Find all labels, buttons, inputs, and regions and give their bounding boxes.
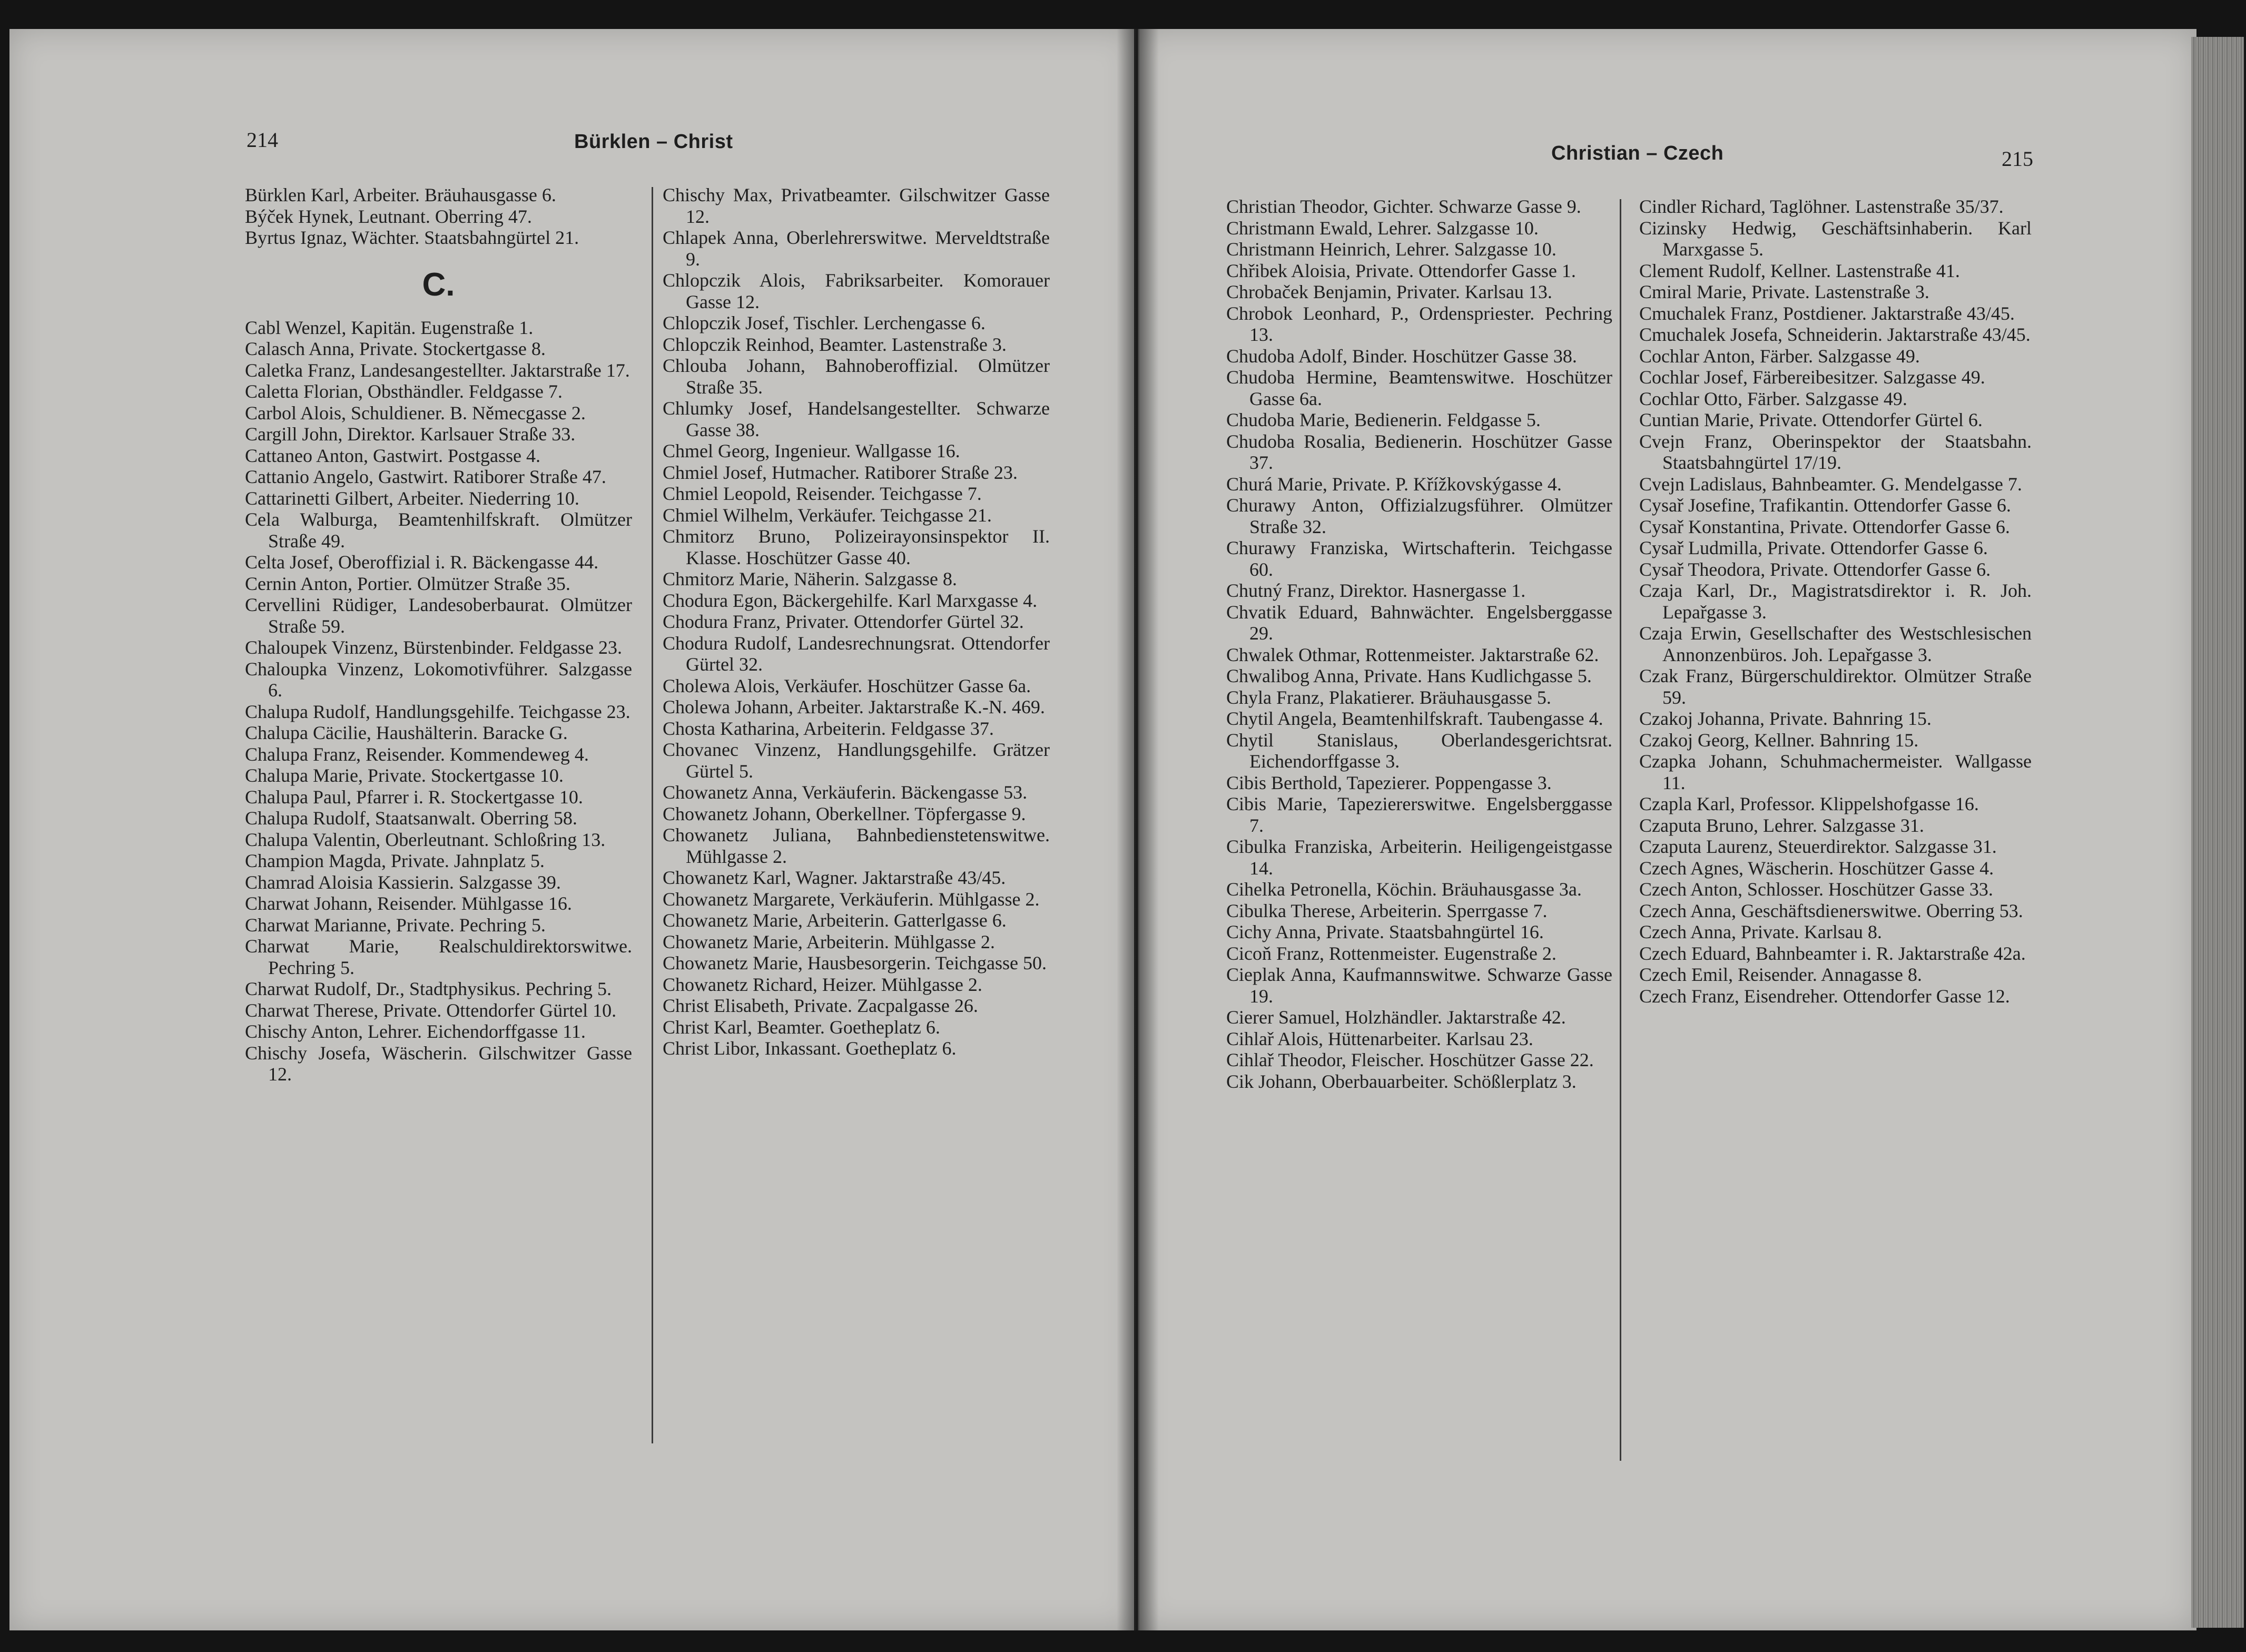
directory-entry: Christ Libor, Inkassant. Goetheplatz 6. [663,1038,957,1059]
directory-entry: Czaja Karl, Dr., Magistratsdirektor i. R. Joh. Lepařgasse 3. [1639,580,2032,623]
directory-entry: Chytil Stanislaus, Oberlandesgerichtsrat. Eichendorffgasse 3. [1226,729,1612,772]
directory-entry: Chudoba Adolf, Binder. Hoschützer Gasse 38. [1226,345,1577,367]
directory-entry: Cik Johann, Oberbauarbeiter. Schößlerplatz 3. [1226,1070,1577,1092]
directory-entry: Calasch Anna, Private. Stockertgasse 8. [245,338,546,359]
directory-entry: Chudoba Hermine, Beamtenswitwe. Hoschützer Gasse 6a. [1226,367,1612,409]
directory-entry: Czech Emil, Reisender. Annagasse 8. [1639,964,1922,985]
directory-entry: Cihelka Petronella, Köchin. Bräuhausgasse 3a. [1226,879,1582,900]
directory-entry: Clement Rudolf, Kellner. Lastenstraße 41. [1639,260,1960,281]
directory-entry: Býček Hynek, Leutnant. Oberring 47. [245,205,532,227]
directory-entry: Caletta Florian, Obsthändler. Feldgasse 7. [245,381,563,402]
directory-entry: Cindler Richard, Taglöhner. Lastenstraße 35/37. [1639,196,2004,217]
left-column-rule [652,187,653,1443]
directory-entry: Chodura Egon, Bäckergehilfe. Karl Marxgasse 4. [663,589,1038,611]
directory-entry: Chvatik Eduard, Bahnwächter. Engelsberggasse 29. [1226,601,1612,644]
directory-entry: Churawy Franziska, Wirtschafterin. Teichgasse 60. [1226,537,1612,580]
directory-entry: Czaja Erwin, Gesellschafter des Westschlesischen Annonzenbüros. Joh. Lepařgasse 3. [1639,623,2032,665]
directory-entry: Chlopczik Reinhod, Beamter. Lastenstraße 3. [663,333,1007,355]
directory-entry: Czech Anton, Schlosser. Hoschützer Gasse 33. [1639,879,1993,900]
directory-entry: Chowanetz Margarete, Verkäuferin. Mühlgasse 2. [663,888,1040,910]
directory-entry: Charwat Marie, Realschuldirektorswitwe. Pechring 5. [245,936,632,978]
directory-entry: Czaputa Laurenz, Steuerdirektor. Salzgasse 31. [1639,836,1997,857]
directory-entry: Chmiel Leopold, Reisender. Teichgasse 7. [663,483,982,504]
directory-entry: Celta Josef, Oberoffizial i. R. Bäckengasse 44. [245,552,599,573]
directory-entry: Chwalibog Anna, Private. Hans Kudlichgasse 5. [1226,665,1592,686]
directory-entry: Cvejn Franz, Oberinspektor der Staatsbahn. Staatsbahngürtel 17/19. [1639,430,2032,473]
directory-entry: Chutný Franz, Direktor. Hasnergasse 1. [1226,580,1526,601]
directory-entry: Cierer Samuel, Holzhändler. Jaktarstraße 42. [1226,1007,1566,1028]
directory-entry: Cholewa Johann, Arbeiter. Jaktarstraße K.-N. 469. [663,696,1045,717]
directory-entry: Christmann Heinrich, Lehrer. Salzgasse 10. [1226,239,1557,260]
directory-entry: Chlopczik Josef, Tischler. Lerchengasse 6. [663,312,986,333]
directory-entry: Cholewa Alois, Verkäufer. Hoschützer Gasse 6a. [663,675,1031,696]
directory-entry: Cuntian Marie, Private. Ottendorfer Gürtel 6. [1639,409,1983,430]
directory-entry: Bürklen Karl, Arbeiter. Bräuhausgasse 6. [245,184,556,205]
directory-entry: Cihlař Alois, Hüttenarbeiter. Karlsau 23. [1226,1028,1533,1049]
entry-list-top [245,184,632,249]
directory-entry: Chalupa Rudolf, Handlungsgehilfe. Teichgasse 23. [245,701,631,722]
directory-entry: Cmiral Marie, Private. Lastenstraße 3. [1639,281,1929,302]
directory-entry: Czaputa Bruno, Lehrer. Salzgasse 31. [1639,814,1924,836]
directory-entry: Czech Anna, Private. Karlsau 8. [1639,921,1882,942]
directory-entry: Cernin Anton, Portier. Olmützer Straße 35. [245,573,570,594]
directory-entry: Chaloupek Vinzenz, Bürstenbinder. Feldgasse 23. [245,637,623,658]
directory-entry: Cochlar Anton, Färber. Salzgasse 49. [1639,345,1920,367]
directory-entry: Cibulka Therese, Arbeiterin. Sperrgasse 7. [1226,900,1548,921]
directory-entry: Charwat Marianne, Private. Pechring 5. [245,914,546,936]
directory-entry: Chowanetz Marie, Arbeiterin. Gatterlgasse 6. [663,910,1007,931]
directory-entry: Chowanetz Karl, Wagner. Jaktarstraße 43/45. [663,867,1006,888]
directory-entry: Cochlar Otto, Färber. Salzgasse 49. [1639,388,1907,409]
directory-entry: Chmitorz Bruno, Polizeirayonsinspektor II. Klasse. Hoschützer Gasse 40. [663,526,1050,568]
directory-entry: Cmuchalek Josefa, Schneiderin. Jaktarstraße 43/45. [1639,324,2031,345]
directory-entry: Chischy Max, Privatbeamter. Gilschwitzer Gasse 12. [663,184,1050,227]
directory-entry: Carbol Alois, Schuldiener. B. Němecgasse 2. [245,402,586,424]
directory-entry: Chowanetz Richard, Heizer. Mühlgasse 2. [663,974,982,995]
directory-entry: Cysař Ludmilla, Private. Ottendorfer Gasse 6. [1639,537,1988,558]
directory-entry: Byrtus Ignaz, Wächter. Staatsbahngürtel 21. [245,227,579,248]
directory-entry: Czech Anna, Geschäftsdienerswitwe. Oberring 53. [1639,900,2023,921]
right-page-column-2 [1639,196,2032,1007]
directory-entry: Cibis Marie, Tapeziererswitwe. Engelsberggasse 7. [1226,793,1612,836]
left-page-column-2 [663,184,1050,1059]
directory-entry: Chlouba Johann, Bahnoberoffizial. Olmützer Straße 35. [663,355,1050,398]
directory-entry: Cervellini Rüdiger, Landesoberbaurat. Olmützer Straße 59. [245,594,632,637]
right-page-column-1 [1226,196,1612,1092]
directory-entry: Chyla Franz, Plakatierer. Bräuhausgasse 5. [1226,686,1551,708]
directory-entry: Chmiel Wilhelm, Verkäufer. Teichgasse 21. [663,504,992,526]
directory-entry: Christ Karl, Beamter. Goetheplatz 6. [663,1016,940,1038]
directory-entry: Cargill John, Direktor. Karlsauer Straße 33. [245,424,576,445]
directory-entry: Chalupa Cäcilie, Haushälterin. Baracke G. [245,722,568,743]
directory-entry: Chytil Angela, Beamtenhilfskraft. Taubengasse 4. [1226,708,1603,729]
directory-entry: Cibulka Franziska, Arbeiterin. Heiligengeistgasse 14. [1226,836,1612,879]
directory-entry: Czapka Johann, Schuhmachermeister. Wallgasse 11. [1639,751,2032,793]
directory-entry: Cabl Wenzel, Kapitän. Eugenstraße 1. [245,317,534,338]
directory-entry: Cichy Anna, Private. Staatsbahngürtel 16. [1226,921,1544,942]
directory-entry: Chalupa Rudolf, Staatsanwalt. Oberring 58. [245,808,577,829]
directory-entry: Cmuchalek Franz, Postdiener. Jaktarstraße 43/45. [1639,302,2015,324]
directory-entry: Czech Eduard, Bahnbeamter i. R. Jaktarstraße 42a. [1639,942,2026,964]
entry-list-c [245,317,632,1085]
directory-entry: Chovanec Vinzenz, Handlungsgehilfe. Grätzer Gürtel 5. [663,739,1050,782]
book-gutter [1117,29,1159,1630]
directory-entry: Czech Franz, Eisendreher. Ottendorfer Gasse 12. [1639,985,2010,1007]
directory-entry: Cysař Konstantina, Private. Ottendorfer Gasse 6. [1639,516,2010,537]
directory-entry: Cattanio Angelo, Gastwirt. Ratiborer Straße 47. [245,466,606,487]
right-running-head: Christian – Czech [1551,142,1724,164]
directory-entry: Chmel Georg, Ingenieur. Wallgasse 16. [663,440,960,461]
directory-entry: Charwat Johann, Reisender. Mühlgasse 16. [245,893,572,914]
directory-entry: Chmiel Josef, Hutmacher. Ratiborer Straße 23. [663,461,1018,483]
left-running-head: Bürklen – Christ [574,131,733,153]
left-page-number: 214 [247,128,278,152]
directory-entry: Chowanetz Anna, Verkäuferin. Bäckengasse 53. [663,782,1028,803]
directory-entry: Caletka Franz, Landesangestellter. Jaktarstraße 17. [245,359,630,381]
directory-entry: Cochlar Josef, Färbereibesitzer. Salzgasse 49. [1639,367,1985,388]
directory-entry: Chalupa Paul, Pfarrer i. R. Stockertgasse 10. [245,786,583,808]
directory-entry: Chalupa Valentin, Oberleutnant. Schloßring 13. [245,829,606,850]
directory-entry: Cela Walburga, Beamtenhilfskraft. Olmützer Straße 49. [245,509,632,552]
directory-entry: Champion Magda, Private. Jahnplatz 5. [245,850,545,871]
directory-entry: Chischy Josefa, Wäscherin. Gilschwitzer Gasse 12. [245,1042,632,1085]
directory-entry: Chřibek Aloisia, Private. Ottendorfer Gasse 1. [1226,260,1576,281]
directory-entry: Christian Theodor, Gichter. Schwarze Gasse 9. [1226,196,1581,217]
directory-entry: Cattarinetti Gilbert, Arbeiter. Niederring 10. [245,487,579,509]
directory-entry: Chowanetz Juliana, Bahnbedienstetenswitwe. Mühlgasse 2. [663,824,1050,867]
directory-entry: Churá Marie, Private. P. Křížkovskýgasse 4. [1226,473,1562,495]
directory-entry: Chmitorz Marie, Näherin. Salzgasse 8. [663,568,957,589]
directory-entry: Cizinsky Hedwig, Geschäftsinhaberin. Karl Marxgasse 5. [1639,217,2032,260]
directory-entry: Chlapek Anna, Oberlehrerswitwe. Merveldtstraße 9. [663,227,1050,270]
directory-entry: Chalupa Marie, Private. Stockertgasse 10. [245,765,564,786]
directory-entry: Cicoň Franz, Rottenmeister. Eugenstraße 2. [1226,942,1557,964]
directory-entry: Chamrad Aloisia Kassierin. Salzgasse 39. [245,871,561,893]
directory-entry: Czakoj Georg, Kellner. Bahnring 15. [1639,729,1919,751]
directory-entry: Chrobaček Benjamin, Privater. Karlsau 13. [1226,281,1552,302]
directory-entry: Churawy Anton, Offizialzugsführer. Olmützer Straße 32. [1226,495,1612,537]
directory-entry: Cysař Theodora, Private. Ottendorfer Gasse 6. [1639,558,1991,580]
directory-entry: Chosta Katharina, Arbeiterin. Feldgasse 37. [663,717,994,739]
directory-entry: Chlopczik Alois, Fabriksarbeiter. Komorauer Gasse 12. [663,270,1050,312]
directory-entry: Cihlař Theodor, Fleischer. Hoschützer Gasse 22. [1226,1049,1594,1070]
directory-entry: Chwalek Othmar, Rottenmeister. Jaktarstraße 62. [1226,644,1599,665]
directory-entry: Czak Franz, Bürgerschuldirektor. Olmützer Straße 59. [1639,665,2032,708]
directory-entry: Chowanetz Johann, Oberkellner. Töpfergasse 9. [663,803,1026,824]
left-page-column-1 [245,184,632,1085]
directory-entry: Christ Elisabeth, Private. Zacpalgasse 26. [663,995,978,1016]
directory-entry: Cvejn Ladislaus, Bahnbeamter. G. Mendelgasse 7. [1639,473,2022,495]
directory-entry: Chodura Rudolf, Landesrechnungsrat. Ottendorfer Gürtel 32. [663,632,1050,675]
directory-entry: Chischy Anton, Lehrer. Eichendorffgasse 11. [245,1021,586,1042]
directory-entry: Charwat Rudolf, Dr., Stadtphysikus. Pechring 5. [245,978,612,999]
directory-entry: Charwat Therese, Private. Ottendorfer Gürtel 10. [245,999,617,1021]
right-page-number: 215 [2002,147,2033,171]
directory-entry: Cibis Berthold, Tapezierer. Poppengasse 3. [1226,772,1552,793]
directory-entry: Chlumky Josef, Handelsangestellter. Schwarze Gasse 38. [663,398,1050,440]
directory-entry: Chodura Franz, Privater. Ottendorfer Gürtel 32. [663,611,1024,632]
directory-entry: Chowanetz Marie, Arbeiterin. Mühlgasse 2. [663,931,995,952]
directory-entry: Chowanetz Marie, Hausbesorgerin. Teichgasse 50. [663,952,1047,974]
right-column-rule [1620,199,1621,1461]
page-edges [2191,37,2244,1628]
directory-entry: Czapla Karl, Professor. Klippelshofgasse 16. [1639,793,1979,814]
directory-entry: Chudoba Rosalia, Bedienerin. Hoschützer Gasse 37. [1226,430,1612,473]
directory-entry: Chudoba Marie, Bedienerin. Feldgasse 5. [1226,409,1541,430]
directory-entry: Czech Agnes, Wäscherin. Hoschützer Gasse 4. [1639,857,1994,879]
directory-entry: Chrobok Leonhard, P., Ordenspriester. Pechring 13. [1226,302,1612,345]
directory-entry: Chaloupka Vinzenz, Lokomotivführer. Salzgasse 6. [245,658,632,701]
section-letter: C. [422,266,455,303]
directory-entry: Chalupa Franz, Reisender. Kommendeweg 4. [245,743,589,765]
directory-entry: Cieplak Anna, Kaufmannswitwe. Schwarze Gasse 19. [1226,964,1612,1007]
directory-entry: Christmann Ewald, Lehrer. Salzgasse 10. [1226,217,1539,239]
directory-entry: Czakoj Johanna, Private. Bahnring 15. [1639,708,1932,729]
directory-entry: Cysař Josefine, Trafikantin. Ottendorfer Gasse 6. [1639,495,2011,516]
directory-entry: Cattaneo Anton, Gastwirt. Postgasse 4. [245,445,540,466]
